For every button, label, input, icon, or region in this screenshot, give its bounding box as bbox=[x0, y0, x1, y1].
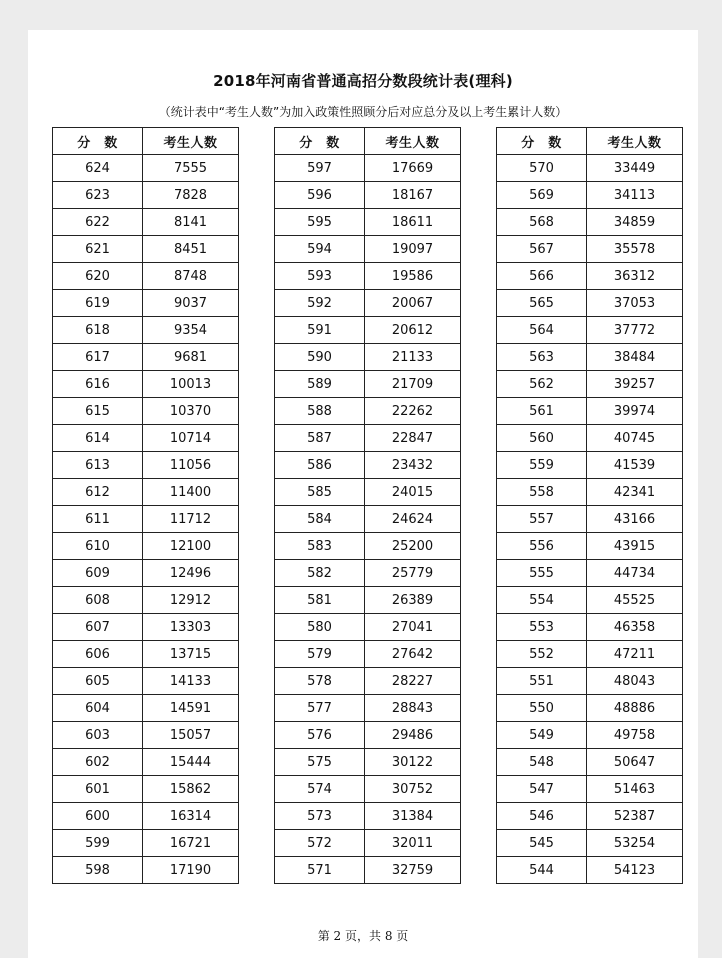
table-row bbox=[275, 722, 461, 749]
count-cell: 32759 bbox=[365, 857, 461, 884]
score-cell: 567 bbox=[497, 236, 587, 263]
count-cell: 17669 bbox=[365, 155, 461, 182]
table-row bbox=[275, 749, 461, 776]
table-header-row bbox=[53, 128, 239, 155]
table-row bbox=[275, 317, 461, 344]
table-row bbox=[497, 857, 683, 884]
score-cell: 569 bbox=[497, 182, 587, 209]
count-cell: 52387 bbox=[587, 803, 683, 830]
table-row bbox=[275, 236, 461, 263]
table-row bbox=[53, 398, 239, 425]
count-cell: 22262 bbox=[365, 398, 461, 425]
table-row bbox=[275, 641, 461, 668]
score-cell: 559 bbox=[497, 452, 587, 479]
score-cell: 624 bbox=[53, 155, 143, 182]
score-cell: 596 bbox=[275, 182, 365, 209]
table-row bbox=[497, 425, 683, 452]
table-row bbox=[497, 587, 683, 614]
count-cell: 15444 bbox=[143, 749, 239, 776]
score-cell: 575 bbox=[275, 749, 365, 776]
document-subtitle: （统计表中“考生人数”为加入政策性照顾分后对应总分及以上考生累计人数） bbox=[158, 105, 568, 119]
table-row bbox=[53, 722, 239, 749]
count-cell: 34859 bbox=[587, 209, 683, 236]
table-row bbox=[53, 749, 239, 776]
score-cell: 578 bbox=[275, 668, 365, 695]
table-row bbox=[275, 371, 461, 398]
score-cell: 568 bbox=[497, 209, 587, 236]
count-cell: 31384 bbox=[365, 803, 461, 830]
table-row bbox=[275, 182, 461, 209]
header-score: 分 数 bbox=[497, 128, 587, 155]
table-row bbox=[53, 290, 239, 317]
score-cell: 565 bbox=[497, 290, 587, 317]
score-cell: 602 bbox=[53, 749, 143, 776]
score-cell: 556 bbox=[497, 533, 587, 560]
table-row bbox=[275, 560, 461, 587]
header-count: 考生人数 bbox=[587, 128, 683, 155]
score-cell: 577 bbox=[275, 695, 365, 722]
score-cell: 544 bbox=[497, 857, 587, 884]
count-cell: 29486 bbox=[365, 722, 461, 749]
table-row bbox=[275, 506, 461, 533]
count-cell: 8141 bbox=[143, 209, 239, 236]
table-row bbox=[53, 506, 239, 533]
count-cell: 49758 bbox=[587, 722, 683, 749]
count-cell: 44734 bbox=[587, 560, 683, 587]
score-cell: 549 bbox=[497, 722, 587, 749]
score-cell: 546 bbox=[497, 803, 587, 830]
table-row bbox=[275, 479, 461, 506]
score-cell: 579 bbox=[275, 641, 365, 668]
score-cell: 588 bbox=[275, 398, 365, 425]
score-cell: 586 bbox=[275, 452, 365, 479]
score-cell: 615 bbox=[53, 398, 143, 425]
table-row bbox=[497, 830, 683, 857]
table-row bbox=[275, 803, 461, 830]
header-count: 考生人数 bbox=[143, 128, 239, 155]
table-row bbox=[497, 722, 683, 749]
score-cell: 620 bbox=[53, 263, 143, 290]
count-cell: 8451 bbox=[143, 236, 239, 263]
count-cell: 45525 bbox=[587, 587, 683, 614]
table-row bbox=[53, 263, 239, 290]
table-header-row bbox=[497, 128, 683, 155]
count-cell: 35578 bbox=[587, 236, 683, 263]
score-cell: 571 bbox=[275, 857, 365, 884]
score-cell: 581 bbox=[275, 587, 365, 614]
count-cell: 15057 bbox=[143, 722, 239, 749]
table-row bbox=[53, 668, 239, 695]
count-cell: 9037 bbox=[143, 290, 239, 317]
score-cell: 606 bbox=[53, 641, 143, 668]
count-cell: 19097 bbox=[365, 236, 461, 263]
count-cell: 25779 bbox=[365, 560, 461, 587]
count-cell: 18167 bbox=[365, 182, 461, 209]
table-row bbox=[497, 614, 683, 641]
score-cell: 597 bbox=[275, 155, 365, 182]
count-cell: 40745 bbox=[587, 425, 683, 452]
score-cell: 561 bbox=[497, 398, 587, 425]
score-cell: 619 bbox=[53, 290, 143, 317]
count-cell: 11056 bbox=[143, 452, 239, 479]
table-row bbox=[497, 452, 683, 479]
score-cell: 558 bbox=[497, 479, 587, 506]
count-cell: 9681 bbox=[143, 344, 239, 371]
table-row bbox=[275, 344, 461, 371]
score-cell: 609 bbox=[53, 560, 143, 587]
count-cell: 50647 bbox=[587, 749, 683, 776]
score-cell: 564 bbox=[497, 317, 587, 344]
count-cell: 21133 bbox=[365, 344, 461, 371]
table-row bbox=[497, 371, 683, 398]
table-row bbox=[275, 398, 461, 425]
count-cell: 27642 bbox=[365, 641, 461, 668]
count-cell: 20067 bbox=[365, 290, 461, 317]
count-cell: 24624 bbox=[365, 506, 461, 533]
table-row bbox=[497, 182, 683, 209]
table-row bbox=[497, 263, 683, 290]
score-cell: 576 bbox=[275, 722, 365, 749]
score-cell: 591 bbox=[275, 317, 365, 344]
score-table-1 bbox=[52, 127, 239, 884]
count-cell: 30122 bbox=[365, 749, 461, 776]
count-cell: 10370 bbox=[143, 398, 239, 425]
table-row bbox=[53, 857, 239, 884]
count-cell: 47211 bbox=[587, 641, 683, 668]
document-title: 2018年河南省普通高招分数段统计表(理科) bbox=[213, 72, 513, 90]
table-row bbox=[497, 209, 683, 236]
count-cell: 32011 bbox=[365, 830, 461, 857]
table-row bbox=[53, 452, 239, 479]
score-cell: 623 bbox=[53, 182, 143, 209]
count-cell: 28843 bbox=[365, 695, 461, 722]
score-cell: 572 bbox=[275, 830, 365, 857]
count-cell: 41539 bbox=[587, 452, 683, 479]
count-cell: 25200 bbox=[365, 533, 461, 560]
count-cell: 15862 bbox=[143, 776, 239, 803]
count-cell: 43166 bbox=[587, 506, 683, 533]
header-count: 考生人数 bbox=[365, 128, 461, 155]
count-cell: 43915 bbox=[587, 533, 683, 560]
table-row bbox=[275, 830, 461, 857]
count-cell: 14591 bbox=[143, 695, 239, 722]
score-cell: 563 bbox=[497, 344, 587, 371]
table-row bbox=[53, 317, 239, 344]
count-cell: 37053 bbox=[587, 290, 683, 317]
count-cell: 16721 bbox=[143, 830, 239, 857]
score-cell: 580 bbox=[275, 614, 365, 641]
score-cell: 548 bbox=[497, 749, 587, 776]
table-row bbox=[497, 533, 683, 560]
table-row bbox=[275, 695, 461, 722]
count-cell: 28227 bbox=[365, 668, 461, 695]
count-cell: 7828 bbox=[143, 182, 239, 209]
count-cell: 11712 bbox=[143, 506, 239, 533]
table-row bbox=[497, 290, 683, 317]
table-row bbox=[497, 695, 683, 722]
count-cell: 21709 bbox=[365, 371, 461, 398]
count-cell: 8748 bbox=[143, 263, 239, 290]
table-row bbox=[275, 614, 461, 641]
score-cell: 547 bbox=[497, 776, 587, 803]
table-row bbox=[53, 533, 239, 560]
count-cell: 39974 bbox=[587, 398, 683, 425]
count-cell: 36312 bbox=[587, 263, 683, 290]
table-row bbox=[53, 479, 239, 506]
score-cell: 553 bbox=[497, 614, 587, 641]
score-cell: 610 bbox=[53, 533, 143, 560]
score-cell: 582 bbox=[275, 560, 365, 587]
table-row bbox=[275, 290, 461, 317]
score-cell: 566 bbox=[497, 263, 587, 290]
count-cell: 10013 bbox=[143, 371, 239, 398]
table-row bbox=[53, 155, 239, 182]
table-row bbox=[53, 695, 239, 722]
score-cell: 587 bbox=[275, 425, 365, 452]
count-cell: 18611 bbox=[365, 209, 461, 236]
count-cell: 48043 bbox=[587, 668, 683, 695]
score-cell: 562 bbox=[497, 371, 587, 398]
table-row bbox=[275, 263, 461, 290]
count-cell: 10714 bbox=[143, 425, 239, 452]
score-cell: 557 bbox=[497, 506, 587, 533]
table-header-row bbox=[275, 128, 461, 155]
score-cell: 611 bbox=[53, 506, 143, 533]
score-cell: 604 bbox=[53, 695, 143, 722]
score-cell: 590 bbox=[275, 344, 365, 371]
count-cell: 16314 bbox=[143, 803, 239, 830]
count-cell: 42341 bbox=[587, 479, 683, 506]
score-cell: 555 bbox=[497, 560, 587, 587]
header-score: 分 数 bbox=[275, 128, 365, 155]
table-row bbox=[497, 317, 683, 344]
table-row bbox=[497, 668, 683, 695]
table-row bbox=[53, 209, 239, 236]
table-row bbox=[497, 236, 683, 263]
table-row bbox=[53, 587, 239, 614]
table-row bbox=[53, 236, 239, 263]
count-cell: 13303 bbox=[143, 614, 239, 641]
table-row bbox=[275, 425, 461, 452]
table-row bbox=[497, 560, 683, 587]
count-cell: 30752 bbox=[365, 776, 461, 803]
score-cell: 608 bbox=[53, 587, 143, 614]
score-cell: 605 bbox=[53, 668, 143, 695]
score-cell: 554 bbox=[497, 587, 587, 614]
score-cell: 600 bbox=[53, 803, 143, 830]
table-row bbox=[275, 857, 461, 884]
table-row bbox=[275, 209, 461, 236]
count-cell: 48886 bbox=[587, 695, 683, 722]
score-cell: 614 bbox=[53, 425, 143, 452]
score-cell: 616 bbox=[53, 371, 143, 398]
score-cell: 612 bbox=[53, 479, 143, 506]
count-cell: 19586 bbox=[365, 263, 461, 290]
count-cell: 14133 bbox=[143, 668, 239, 695]
count-cell: 26389 bbox=[365, 587, 461, 614]
count-cell: 51463 bbox=[587, 776, 683, 803]
count-cell: 22847 bbox=[365, 425, 461, 452]
count-cell: 12100 bbox=[143, 533, 239, 560]
score-cell: 573 bbox=[275, 803, 365, 830]
score-cell: 583 bbox=[275, 533, 365, 560]
table-row bbox=[497, 344, 683, 371]
count-cell: 53254 bbox=[587, 830, 683, 857]
table-row bbox=[53, 560, 239, 587]
table-row bbox=[497, 155, 683, 182]
score-cell: 593 bbox=[275, 263, 365, 290]
score-cell: 592 bbox=[275, 290, 365, 317]
score-cell: 545 bbox=[497, 830, 587, 857]
score-cell: 560 bbox=[497, 425, 587, 452]
score-cell: 595 bbox=[275, 209, 365, 236]
table-row bbox=[275, 533, 461, 560]
table-row bbox=[497, 479, 683, 506]
count-cell: 24015 bbox=[365, 479, 461, 506]
count-cell: 33449 bbox=[587, 155, 683, 182]
count-cell: 12912 bbox=[143, 587, 239, 614]
count-cell: 11400 bbox=[143, 479, 239, 506]
table-row bbox=[53, 803, 239, 830]
score-cell: 589 bbox=[275, 371, 365, 398]
score-cell: 618 bbox=[53, 317, 143, 344]
table-row bbox=[53, 776, 239, 803]
score-cell: 594 bbox=[275, 236, 365, 263]
table-row bbox=[275, 452, 461, 479]
table-row bbox=[53, 425, 239, 452]
count-cell: 9354 bbox=[143, 317, 239, 344]
score-cell: 601 bbox=[53, 776, 143, 803]
table-row bbox=[53, 641, 239, 668]
count-cell: 13715 bbox=[143, 641, 239, 668]
table-row bbox=[497, 506, 683, 533]
count-cell: 34113 bbox=[587, 182, 683, 209]
count-cell: 39257 bbox=[587, 371, 683, 398]
table-row bbox=[53, 830, 239, 857]
table-row bbox=[497, 641, 683, 668]
table-row bbox=[275, 776, 461, 803]
page-footer: 第 2 页，共 8 页 bbox=[317, 929, 409, 943]
table-row bbox=[53, 182, 239, 209]
table-row bbox=[275, 155, 461, 182]
score-cell: 551 bbox=[497, 668, 587, 695]
score-cell: 552 bbox=[497, 641, 587, 668]
table-row bbox=[53, 371, 239, 398]
count-cell: 23432 bbox=[365, 452, 461, 479]
table-row bbox=[497, 803, 683, 830]
score-cell: 574 bbox=[275, 776, 365, 803]
table-row bbox=[497, 776, 683, 803]
score-cell: 599 bbox=[53, 830, 143, 857]
count-cell: 12496 bbox=[143, 560, 239, 587]
table-row bbox=[497, 398, 683, 425]
score-cell: 603 bbox=[53, 722, 143, 749]
count-cell: 17190 bbox=[143, 857, 239, 884]
score-cell: 570 bbox=[497, 155, 587, 182]
count-cell: 37772 bbox=[587, 317, 683, 344]
table-row bbox=[275, 587, 461, 614]
score-table-2 bbox=[274, 127, 461, 884]
count-cell: 38484 bbox=[587, 344, 683, 371]
score-cell: 550 bbox=[497, 695, 587, 722]
table-row bbox=[497, 749, 683, 776]
count-cell: 54123 bbox=[587, 857, 683, 884]
score-cell: 622 bbox=[53, 209, 143, 236]
score-cell: 613 bbox=[53, 452, 143, 479]
score-cell: 607 bbox=[53, 614, 143, 641]
score-cell: 598 bbox=[53, 857, 143, 884]
score-table-3 bbox=[496, 127, 683, 884]
table-row bbox=[53, 344, 239, 371]
table-row bbox=[275, 668, 461, 695]
score-cell: 621 bbox=[53, 236, 143, 263]
score-cell: 585 bbox=[275, 479, 365, 506]
count-cell: 7555 bbox=[143, 155, 239, 182]
count-cell: 20612 bbox=[365, 317, 461, 344]
count-cell: 27041 bbox=[365, 614, 461, 641]
score-cell: 617 bbox=[53, 344, 143, 371]
table-row bbox=[53, 614, 239, 641]
score-cell: 584 bbox=[275, 506, 365, 533]
header-score: 分 数 bbox=[53, 128, 143, 155]
count-cell: 46358 bbox=[587, 614, 683, 641]
